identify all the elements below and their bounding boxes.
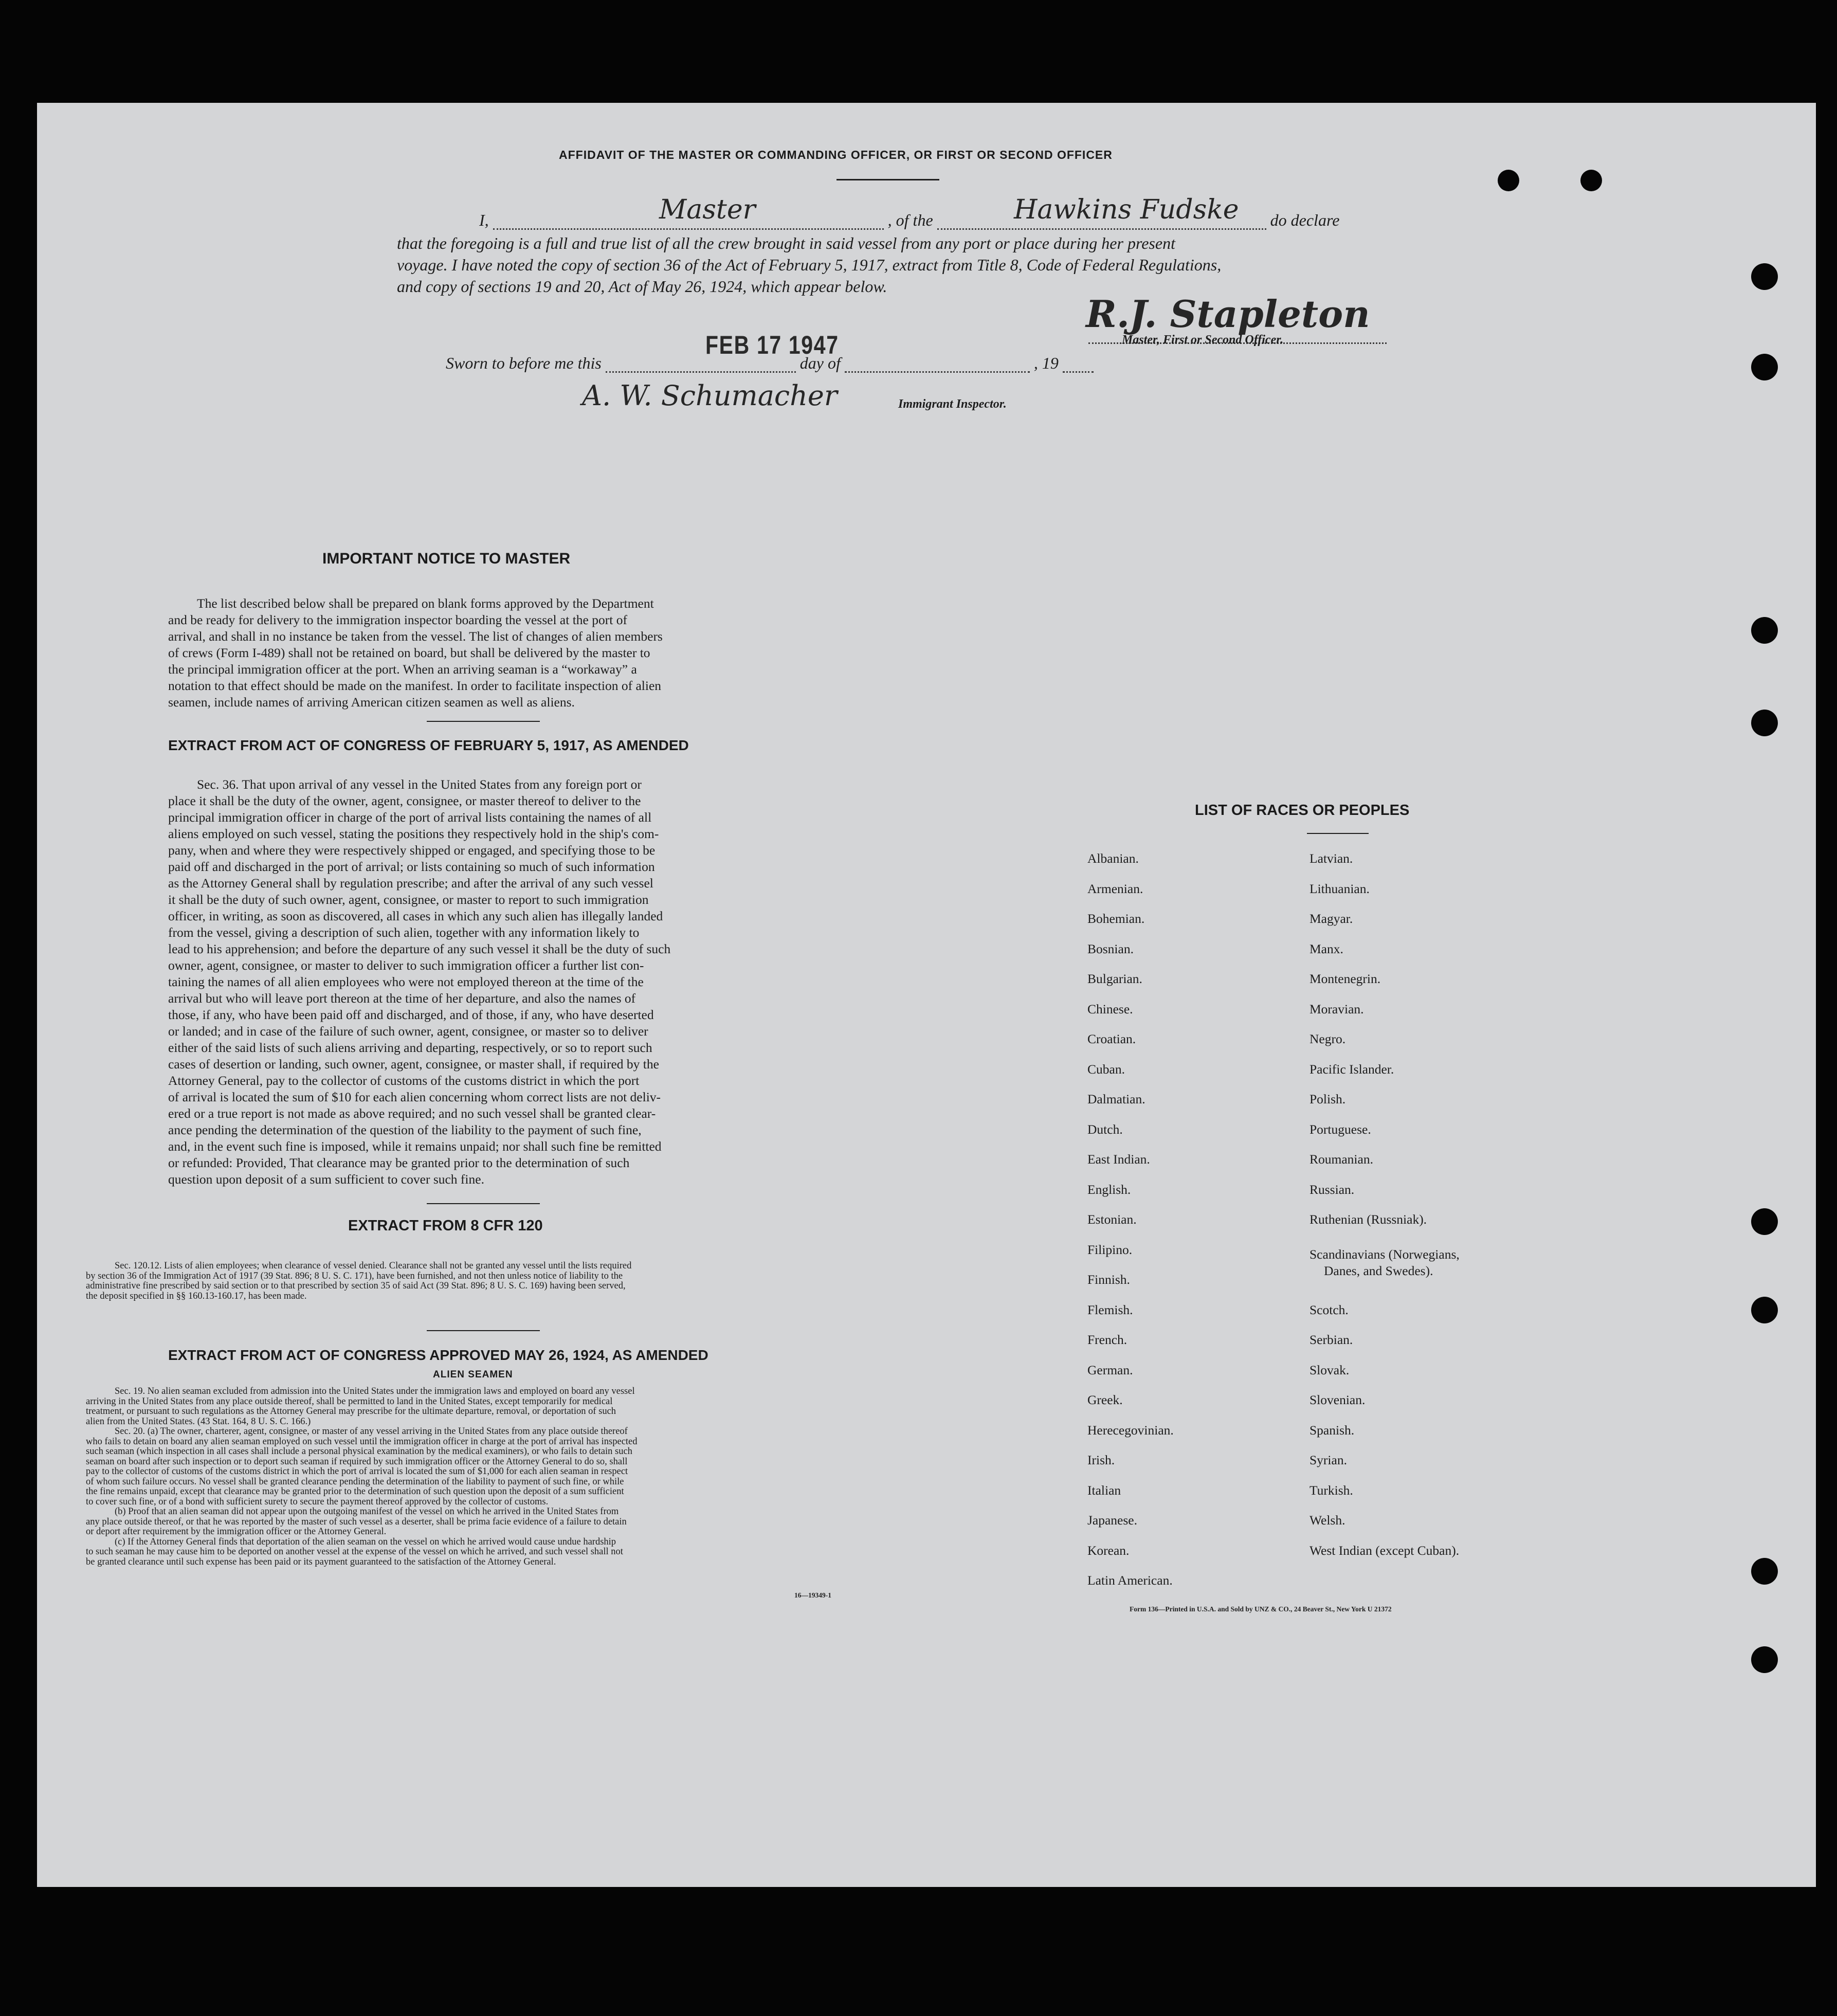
extract-1917-line: those, if any, who have been paid off and discharged, and of those, if any, who have deserted	[168, 1007, 654, 1022]
extract-1917-line: lead to his apprehension; and before the departure of any such vessel it shall be the duty of such	[168, 941, 671, 956]
notice-line: and be ready for delivery to the immigration inspector boarding the vessel at the port of	[168, 612, 627, 627]
extract-1924-line: treatment, or pursuant to such regulations as the Attorney General may prescribe for the ultimate departure, removal, or deportation of such	[86, 1406, 616, 1416]
race-item: German.	[1087, 1362, 1133, 1377]
extract-1924-line: the fine remains unpaid, except that clearance may be granted prior to the determination of such question upon the deposit of a sum sufficient	[86, 1486, 624, 1497]
affidavit-line-4: and copy of sections 19 and 20, Act of May 26, 1924, which appear below.	[397, 277, 887, 296]
extract-1917-body	[168, 776, 798, 1188]
section-rule	[427, 1203, 540, 1204]
extract-1917-line: ance pending the determination of the question of the liability to the payment of such fine,	[168, 1122, 642, 1137]
race-item: Russian.	[1309, 1182, 1355, 1197]
punch-hole	[1751, 1646, 1778, 1673]
extract-1917-line: cases of desertion or landing, such owner, agent, consignee, or master shall, if required by the	[168, 1057, 659, 1071]
extract-1924-line: to cover such fine, or of a bond with sufficient surety to secure the payment thereof approved by the collector of customs.	[86, 1496, 549, 1507]
extract-1917-line: Sec. 36. That upon arrival of any vessel in the United States from any foreign port or	[197, 777, 642, 792]
punch-hole	[1751, 354, 1778, 380]
extract-cfr-line: the deposit specified in §§ 160.13-160.17, has been made.	[86, 1291, 307, 1301]
extract-1917-line: principal immigration officer in charge of the port of arrival lists containing the names of all	[168, 810, 652, 825]
punch-hole	[1751, 263, 1778, 290]
race-item: Flemish.	[1087, 1302, 1133, 1317]
race-item: Turkish.	[1309, 1482, 1353, 1498]
race-item: Polish.	[1309, 1092, 1346, 1106]
race-item: Chinese.	[1087, 1001, 1133, 1016]
inspector-signature: A. W. Schumacher	[582, 379, 838, 412]
race-item: Scandinavians (Norwegians,	[1309, 1247, 1460, 1262]
race-item: Pacific Islander.	[1309, 1061, 1394, 1077]
extract-1924-line: who fails to detain on board any alien seaman employed on such vessel until the immigration officer in charge at the port of arrival has inspected	[86, 1436, 638, 1447]
race-item: Manx.	[1309, 941, 1343, 956]
of-the-label: , of the	[887, 211, 933, 229]
extract-1924-line: be granted clearance until such expense has been paid or its payment guaranteed to the satisfaction of the Attorney General.	[86, 1556, 556, 1567]
race-item: Lithuanian.	[1309, 881, 1370, 896]
punch-hole	[1751, 710, 1778, 736]
extract-1917-line: either of the said lists of such aliens arriving and departing, respectively, or so to report such	[168, 1040, 652, 1055]
race-item: Filipino.	[1087, 1242, 1133, 1257]
race-item: Spanish.	[1309, 1422, 1355, 1438]
extract-cfr-line: administrative fine prescribed by said section or to that prescribed by section 35 of said Act (39 Stat. 896; 8 U. S. C. 169) having been served,	[86, 1281, 626, 1291]
race-item: Bulgarian.	[1087, 971, 1142, 986]
notice-line: notation to that effect should be made on the manifest. In order to facilitate inspection of alien	[168, 678, 662, 693]
affidavit-title: AFFIDAVIT OF THE MASTER OR COMMANDING OFFICER, OR FIRST OR SECOND OFFICER	[559, 148, 1113, 161]
extract-1924-line: seaman on board after such inspection or to deport such seaman if required by such immigration officer or the Attorney General to do so, shall	[86, 1456, 628, 1467]
sworn-line	[446, 354, 1094, 373]
extract-1917-line: aliens employed on such vessel, stating the positions they respectively hold in the ship's com-	[168, 826, 659, 841]
extract-1917-line: taining the names of all alien employees who were not employed thereon at the time of the	[168, 974, 644, 989]
race-item: Estonian.	[1087, 1212, 1137, 1227]
extract-1917-line: arrival but who will leave port thereon at the time of her departure, and also the names of	[168, 991, 636, 1006]
race-item: Syrian.	[1309, 1452, 1347, 1467]
race-item: Magyar.	[1309, 911, 1353, 926]
extract-1917-title: EXTRACT FROM ACT OF CONGRESS OF FEBRUARY 5, 1917, AS AMENDED	[168, 737, 689, 753]
race-item: Japanese.	[1087, 1513, 1137, 1528]
race-item: French.	[1087, 1332, 1127, 1347]
race-item: English.	[1087, 1182, 1131, 1197]
race-item: Bohemian.	[1087, 911, 1145, 926]
vessel-handwritten: Hawkins Fudske	[1014, 194, 1239, 225]
extract-1917-line: question upon deposit of a sum sufficient to cover such fine.	[168, 1172, 484, 1187]
race-item: Dalmatian.	[1087, 1092, 1145, 1106]
position-handwritten: Master	[659, 194, 756, 225]
race-item: Latvian.	[1309, 851, 1353, 866]
race-item: Moravian.	[1309, 1001, 1364, 1016]
extract-1917-line: officer, in writing, as soon as discovered, all cases in which any such alien has illegally landed	[168, 909, 663, 923]
affidavit-line-2: that the foregoing is a full and true list of all the crew brought in said vessel from any port or place during her present	[397, 234, 1175, 252]
title-rule	[836, 179, 939, 180]
extract-1917-line: or landed; and in case of the failure of such owner, agent, consignee, or master so to deliver	[168, 1024, 648, 1039]
notice-line: The list described below shall be prepared on blank forms approved by the Department	[197, 596, 654, 611]
extract-1924-line: or deport after requirement by the immigration officer or the Attorney General.	[86, 1527, 387, 1537]
date-stamp: FEB 17 1947	[705, 331, 839, 359]
form-number: 16—19349-1	[794, 1591, 831, 1599]
extract-1917-line: ered or a true report is not made as above required; and no such vessel shall be granted clear-	[168, 1106, 656, 1121]
notice-line: arrival, and shall in no instance be taken from the vessel. The list of changes of alien members	[168, 629, 663, 644]
inspector-caption: Immigrant Inspector.	[898, 397, 1007, 411]
notice-line: the principal immigration officer at the port. When an arriving seaman is a “workaway” a	[168, 662, 637, 677]
race-item: Cuban.	[1087, 1061, 1125, 1077]
extract-1924-line: such seaman (which inspection in all cases shall include a personal physical examination by the medical examiners), or who fails to detain such	[86, 1446, 632, 1457]
race-item: Armenian.	[1087, 881, 1143, 896]
extract-1917-line: place it shall be the duty of the owner, agent, consignee, or master thereof to deliver to the	[168, 793, 641, 808]
punch-hole	[1751, 1297, 1778, 1323]
extract-cfr-title: EXTRACT FROM 8 CFR 120	[348, 1218, 543, 1234]
extract-1917-line: owner, agent, consignee, or master to deliver to such immigration officer a further list con-	[168, 958, 644, 973]
extract-cfr-line: Sec. 120.12. Lists of alien employees; when clearance of vessel denied. Clearance shall not be granted any vessel until the lists required	[115, 1261, 632, 1271]
year-label: , 19	[1033, 354, 1059, 372]
extract-1924-line: alien from the United States. (43 Stat. 164, 8 U. S. C. 166.)	[86, 1416, 311, 1427]
punch-hole	[1580, 170, 1602, 191]
day-of-label: day of	[799, 354, 841, 372]
notice-line: seamen, include names of arriving American citizen seamen as well as aliens.	[168, 695, 575, 710]
race-item: East Indian.	[1087, 1152, 1150, 1167]
race-item: Scotch.	[1309, 1302, 1349, 1317]
races-title-rule	[1307, 833, 1369, 834]
race-item: Greek.	[1087, 1392, 1123, 1407]
punch-hole	[1751, 1558, 1778, 1585]
extract-1924-line: of whom such failure occurs. No vessel shall be granted clearance pending the determination of the liability to payment of such fine, or while	[86, 1476, 624, 1487]
extract-1917-line: it shall be the duty of such owner, agent, consignee, or master to report to such immigration	[168, 892, 649, 907]
race-item: Montenegrin.	[1309, 971, 1381, 986]
extract-1917-line: and, in the event such fine is imposed, while it remains unpaid; nor shall such fine be remitted	[168, 1139, 662, 1154]
extract-1924-line: arriving in the United States from any place outside thereof, shall be permitted to land in the United States, except temporarily for medical	[86, 1396, 613, 1407]
punch-hole	[1751, 617, 1778, 644]
race-item: Irish.	[1087, 1452, 1115, 1467]
extract-1924-line: Sec. 20. (a) The owner, charterer, agent, consignee, or master of any vessel arriving in the United States from any place outside thereof	[115, 1426, 628, 1437]
race-item: Slovak.	[1309, 1362, 1350, 1377]
extract-1924-title: EXTRACT FROM ACT OF CONGRESS APPROVED MAY 26, 1924, AS AMENDED	[168, 1347, 708, 1363]
race-item: Latin American.	[1087, 1573, 1173, 1588]
notice-body	[168, 595, 798, 711]
extract-1924-line: (c) If the Attorney General finds that deportation of the alien seaman on the vessel on which he arrived would cause undue hardship	[115, 1536, 616, 1547]
declare-label: do declare	[1270, 211, 1340, 229]
extract-cfr-body	[86, 1261, 880, 1301]
punch-hole	[1751, 1208, 1778, 1235]
extract-1924-body	[86, 1387, 880, 1567]
race-item: Negro.	[1309, 1031, 1346, 1046]
extract-1917-line: as the Attorney General shall by regulation prescribe; and after the arrival of any such vessel	[168, 876, 653, 891]
race-item: Danes, and Swedes).	[1324, 1263, 1433, 1278]
race-item: Korean.	[1087, 1542, 1130, 1558]
master-signature: R.J. Stapleton	[1086, 292, 1370, 336]
races-title: LIST OF RACES OR PEOPLES	[1195, 802, 1410, 819]
section-rule	[427, 721, 540, 722]
race-item: Dutch.	[1087, 1121, 1123, 1137]
extract-1917-line: from the vessel, giving a description of such alien, together with any information likely to	[168, 925, 640, 940]
race-item: Herecegovinian.	[1087, 1422, 1174, 1438]
extract-1917-line: pany, when and where they were respectively shipped or engaged, and specifying those to be	[168, 843, 656, 858]
extract-1917-line: paid off and discharged in the port of arrival; or lists containing so much of such information	[168, 859, 655, 874]
extract-1917-line: of arrival is located the sum of $10 for each alien concerning whom correct lists are not deliv-	[168, 1089, 661, 1104]
extract-1924-line: to such seaman he may cause him to be deported on another vessel at the expense of the vessel on which he arrived, and such vessel shall not	[86, 1547, 623, 1557]
extract-1917-line: or refunded: Provided, That clearance may be granted prior to the determination of such	[168, 1155, 630, 1170]
race-item: Finnish.	[1087, 1272, 1130, 1287]
extract-1924-line: (b) Proof that an alien seaman did not appear upon the outgoing manifest of the vessel on which he arrived in the United States from	[115, 1506, 619, 1517]
punch-hole	[1498, 170, 1519, 191]
race-item: Italian	[1087, 1482, 1121, 1498]
race-item: Portuguese.	[1309, 1121, 1371, 1137]
extract-1917-line: Attorney General, pay to the collector of customs of the customs district in which the port	[168, 1073, 640, 1088]
printer-footer: Form 136—Printed in U.S.A. and Sold by UNZ & CO., 24 Beaver St., New York U 21372	[1130, 1605, 1392, 1613]
race-item: West Indian (except Cuban).	[1309, 1542, 1460, 1558]
race-item: Ruthenian (Russniak).	[1309, 1212, 1427, 1227]
race-item: Bosnian.	[1087, 941, 1134, 956]
race-item: Roumanian.	[1309, 1152, 1373, 1167]
signature-caption: Master, First or Second Officer.	[1122, 333, 1284, 347]
manifest-page	[37, 103, 1816, 1887]
race-item: Serbian.	[1309, 1332, 1353, 1347]
affidavit-line-3: voyage. I have noted the copy of section 36 of the Act of February 5, 1917, extract from Title 8, Code of Federal Regulations,	[397, 256, 1222, 274]
extract-1924-line: pay to the collector of customs of the customs district in which the port of arrival is located the sum of $1,000 for each alien seaman in respect	[86, 1466, 628, 1477]
race-item: Albanian.	[1087, 851, 1139, 866]
notice-line: of crews (Form I-489) shall not be retained on board, but shall be delivered by the master to	[168, 645, 650, 660]
race-item: Welsh.	[1309, 1513, 1345, 1528]
race-item: Croatian.	[1087, 1031, 1136, 1046]
i-label: I,	[479, 211, 489, 229]
sworn-label: Sworn to before me this	[446, 354, 602, 372]
extract-1924-subtitle: ALIEN SEAMEN	[433, 1369, 513, 1380]
race-item: Slovenian.	[1309, 1392, 1366, 1407]
extract-cfr-line: by section 36 of the Immigration Act of 1917 (39 Stat. 896; 8 U. S. C. 171), have been furnished, and not then unless notice of liability to the	[86, 1270, 623, 1281]
extract-1924-line: any place outside thereof, or that he was reported by the master of such vessel as a deserter, shall be prima facie evidence of a failure to detain	[86, 1516, 627, 1527]
extract-1924-line: Sec. 19. No alien seaman excluded from admission into the United States under the immigration laws and employed on board any vessel	[115, 1386, 635, 1396]
section-rule	[427, 1330, 540, 1331]
notice-title: IMPORTANT NOTICE TO MASTER	[322, 550, 571, 567]
